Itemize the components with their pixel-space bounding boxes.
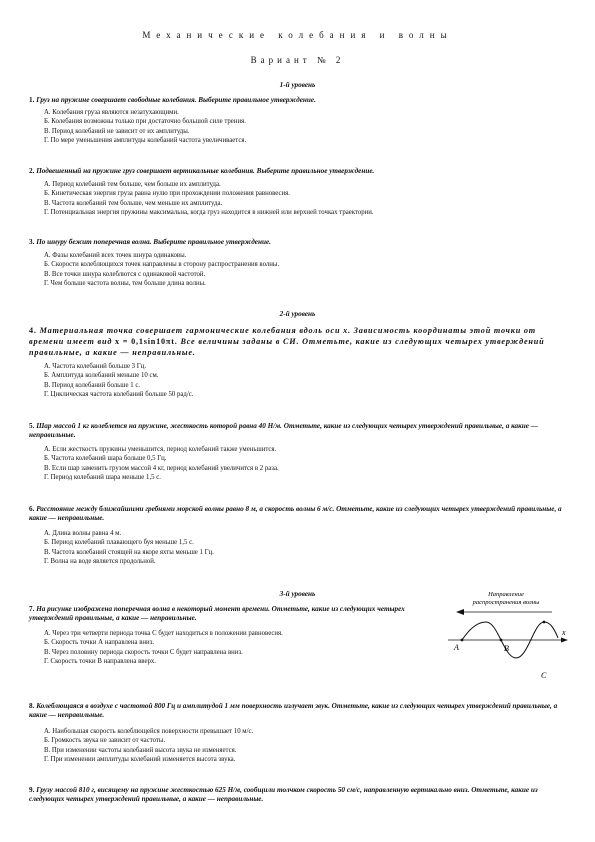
question-text: Материальная точка совершает гармонические колебания вдоль оси x. Зависимость координаты этой точки от времени имеет вид <box>29 326 536 346</box>
option: Г. По мере уменьшения амплитуды колебаний частота увеличивается. <box>44 137 247 145</box>
option: Г. Циклическая частота колебаний больше 50 рад/с. <box>44 391 194 399</box>
question-text: По шнуру бежит поперечная волна. Выберите правильное утверждение. <box>36 238 271 246</box>
point-b-marker <box>500 639 503 642</box>
option: Б. Скорости колеблющихся точек направлены в сторону распространения волны. <box>44 261 280 269</box>
question-2-options <box>44 180 564 218</box>
option: Б. Колебания возможны только при достаточно большой силе трения. <box>44 118 246 126</box>
option: В. Период колебаний больше 1 с. <box>44 381 141 389</box>
question-7-options <box>44 629 424 667</box>
question-8-options <box>44 727 564 765</box>
option: Б. Амплитуда колебаний меньше 10 см. <box>44 372 159 380</box>
question-number: 6. <box>29 505 35 513</box>
question-text: Груз на пружине совершает свободные колебания. Выберите правильное утверждение. <box>36 96 316 104</box>
direction-arrow <box>456 609 552 615</box>
axis-label: x <box>562 628 566 637</box>
option: Г. Волна на воде является продольной. <box>44 558 156 566</box>
point-a-marker <box>461 639 464 642</box>
formula: x = 0,1sin10πt. <box>115 337 178 346</box>
option: А. Если жесткость пружины уменьшится, период колебаний также уменьшится. <box>44 446 277 453</box>
option: В. Частота колебаний стоящей на якоре яхты меньше 1 Гц. <box>44 548 214 556</box>
point-c-marker <box>543 621 546 624</box>
question-4 <box>29 325 565 358</box>
x-axis <box>448 638 568 643</box>
option: В. При изменении частоты колебаний высота звука не изменяется. <box>44 746 237 754</box>
question-2 <box>29 167 565 176</box>
option: Б. Громкость звука не зависит от частоты. <box>44 737 166 745</box>
level-heading-1: 1-й уровень <box>279 81 316 89</box>
question-text: Грузу массой 810 г, висящему на пружине жесткостью 625 Н/м, сообщили толчком скорость 50 см/с, направленную вертикально вниз. Отметьте, какие из следующих четырех утверждений правильные, а какие — неправильные. <box>29 786 538 803</box>
level-heading-2: 2-й уровень <box>279 310 316 318</box>
question-text: На рисунке изображена поперечная волна в некоторый момент времени. Отметьте, какие из следующих четырех утверждений правильные, а какие — неправильные. <box>29 605 405 622</box>
option: Г. Потенциальная энергия пружины максимальна, когда груз находится в нижней или верхней точках траектории. <box>44 209 374 217</box>
option: В. Частота колебаний тем больше, чем меньше их амплитуда. <box>44 199 223 207</box>
point-c-label: C <box>541 671 547 680</box>
option: А. Частота колебаний больше 3 Гц. <box>44 363 147 370</box>
question-3 <box>29 238 565 247</box>
option: В. Если шар заменить грузом массой 4 кг, период колебаний увеличится в 2 раза. <box>44 464 279 472</box>
option: А. Через три четверти периода точка С будет находиться в положении равновесия. <box>44 630 283 637</box>
option: Г. При изменении амплитуды колебаний изменяется высота звука. <box>44 756 236 764</box>
question-1-options <box>44 108 564 146</box>
option: Г. Чем больше частота волны, тем больше длина волны. <box>44 280 206 288</box>
question-1 <box>29 96 565 105</box>
question-8 <box>29 702 565 720</box>
question-text: Шар массой 1 кг колеблется на пружине, жесткость которой равна 40 Н/м. Отметьте, какие из следующих четырех утверждений правильные, а какие — неправильные. <box>29 422 538 439</box>
point-a-label: A <box>454 643 459 652</box>
variant-title: Вариант № 2 <box>250 55 345 65</box>
question-7 <box>29 605 419 623</box>
option: Б. Кинетическая энергия груза равна нулю при прохождении положения равновесия. <box>44 190 290 198</box>
question-number: 1. <box>29 96 35 104</box>
document-title: Механические колебания и волны <box>142 30 453 40</box>
option: Б. Период колебаний плавающего буя меньше 1,5 с. <box>44 539 194 547</box>
option: А. Колебания груза являются незатухающими. <box>44 109 179 116</box>
question-number: 9. <box>29 786 35 794</box>
question-number: 8. <box>29 702 35 710</box>
option: А. Наибольшая скорость колеблющейся поверхности превышает 10 м/с. <box>44 728 254 735</box>
question-3-options <box>44 251 564 289</box>
question-number: 2. <box>29 167 35 175</box>
level-heading-3: 3-й уровень <box>279 590 316 598</box>
option: В. Период колебаний не зависит от их амплитуды. <box>44 127 190 135</box>
question-text: Подвешенный на пружине груз совершает вертикальные колебания. Выберите правильное утверждение. <box>36 167 375 175</box>
option: Б. Частота колебаний шара больше 0,5 Гц. <box>44 455 167 463</box>
question-text: Колеблющаяся в воздухе с частотой 800 Гц и амплитудой 1 мм поверхность излучает звук. Отметьте, какие из следующих четырех утверждений правильные, а какие — неправильные. <box>29 702 558 719</box>
question-text-continued: Все величины заданы в СИ. Отметьте, какие из следующих четырех утверждений правильные, а какие — неправильные. <box>29 337 545 357</box>
question-9 <box>29 786 565 804</box>
question-6 <box>29 505 565 523</box>
option: Б. Скорость точки А направлена вниз. <box>44 639 155 647</box>
question-4-options <box>44 362 564 400</box>
question-text: Расстояние между ближайшими гребнями морской волны равно 8 м, а скорость волны 6 м/с. Отметьте, какие из следующих четырех утверждений правильные, а какие — неправильные. <box>29 505 562 522</box>
question-6-options <box>44 529 564 567</box>
option: А. Длина волны равна 4 м. <box>44 530 122 537</box>
figure-caption-line2: распространения волны <box>472 599 540 606</box>
question-number: 5. <box>29 422 35 430</box>
question-number: 7. <box>29 605 35 613</box>
option: В. Все точки шнура колеблются с одинаковой частотой. <box>44 270 206 278</box>
question-5 <box>29 422 565 440</box>
question-number: 3. <box>29 238 35 246</box>
option: Г. Скорость точки В направлена вверх. <box>44 658 156 666</box>
point-b-label: B <box>504 644 509 653</box>
figure-caption-line1: Направление <box>488 591 524 598</box>
option: А. Фазы колебаний всех точек шнура одинаковы. <box>44 252 187 259</box>
question-number: 4. <box>29 326 37 335</box>
question-5-options <box>44 445 564 483</box>
option: Г. Период колебаний шара меньше 1,5 с. <box>44 474 161 482</box>
option: А. Период колебаний тем больше, чем больше их амплитуда. <box>44 181 221 188</box>
transverse-wave-figure <box>440 588 572 688</box>
option: В. Через половину периода скорость точки С будет направлена вниз. <box>44 648 243 656</box>
